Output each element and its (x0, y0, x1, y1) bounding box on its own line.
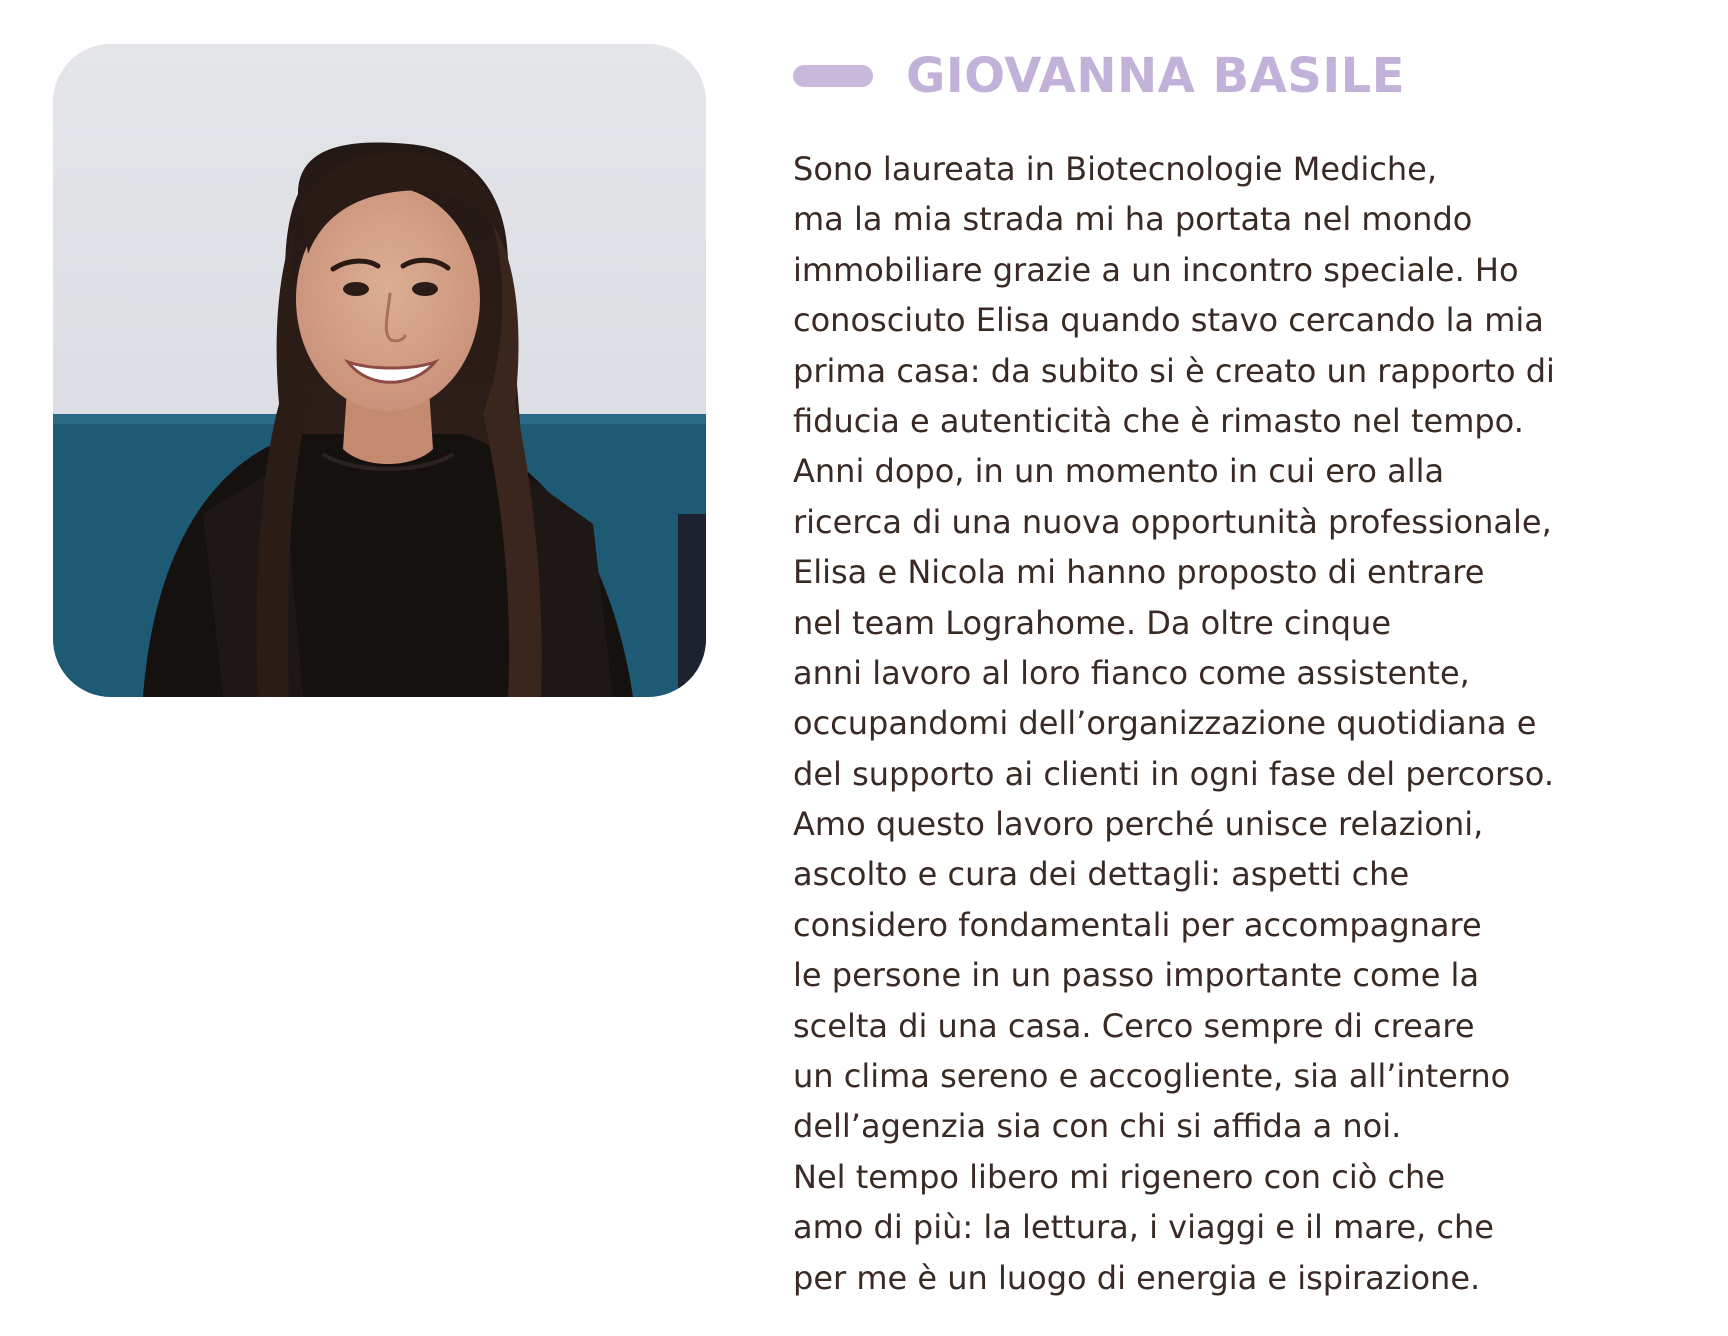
bio-line: fiducia e autenticità che è rimasto nel tempo. (793, 401, 1524, 440)
bio-line: Nel tempo libero mi rigenero con ciò che (793, 1157, 1446, 1196)
bio-line: un clima sereno e accogliente, sia all’interno (793, 1057, 1511, 1096)
bio-line: Amo questo lavoro perché unisce relazioni, (793, 805, 1484, 844)
bio-line: prima casa: da subito si è creato un rapporto di (793, 351, 1555, 390)
bio-line: scelta di una casa. Cerco sempre di creare (793, 1006, 1475, 1045)
bio-line: anni lavoro al loro fianco come assistente, (793, 653, 1470, 692)
bio-line: considero fondamentali per accompagnare (793, 905, 1482, 944)
person-name: GIOVANNA BASILE (906, 48, 1406, 104)
portrait-illustration (53, 44, 706, 697)
bio-line: dell’agenzia sia con chi si affida a noi. (793, 1107, 1402, 1146)
bio-line: le persone in un passo importante come la (793, 956, 1480, 995)
bio-line: amo di più: la lettura, i viaggi e il mare, che (793, 1208, 1494, 1247)
bio-line: Sono laureata in Biotecnologie Mediche, (793, 150, 1437, 188)
bio-line: per me è un luogo di energia e ispirazione. (793, 1258, 1481, 1297)
bio-line: ma la mia strada mi ha portata nel mondo (793, 200, 1473, 239)
bio-line: del supporto ai clienti in ogni fase del percorso. (793, 754, 1554, 793)
bio-line: ricerca di una nuova opportunità professionale, (793, 502, 1552, 541)
bio-line: Elisa e Nicola mi hanno proposto di entrare (793, 553, 1485, 592)
bio-line: ascolto e cura dei dettagli: aspetti che (793, 855, 1410, 894)
portrait-photo (53, 44, 706, 697)
bio-line: nel team Lograhome. Da oltre cinque (793, 603, 1391, 642)
bio-line: occupandomi dell’organizzazione quotidiana e (793, 704, 1537, 743)
accent-bar (793, 65, 873, 87)
bio-line: Anni dopo, in un momento in cui ero alla (793, 452, 1445, 491)
bio-line: immobiliare grazie a un incontro speciale. Ho (793, 250, 1519, 289)
biography (793, 144, 1693, 1303)
bio-line: conosciuto Elisa quando stavo cercando la mia (793, 301, 1544, 340)
